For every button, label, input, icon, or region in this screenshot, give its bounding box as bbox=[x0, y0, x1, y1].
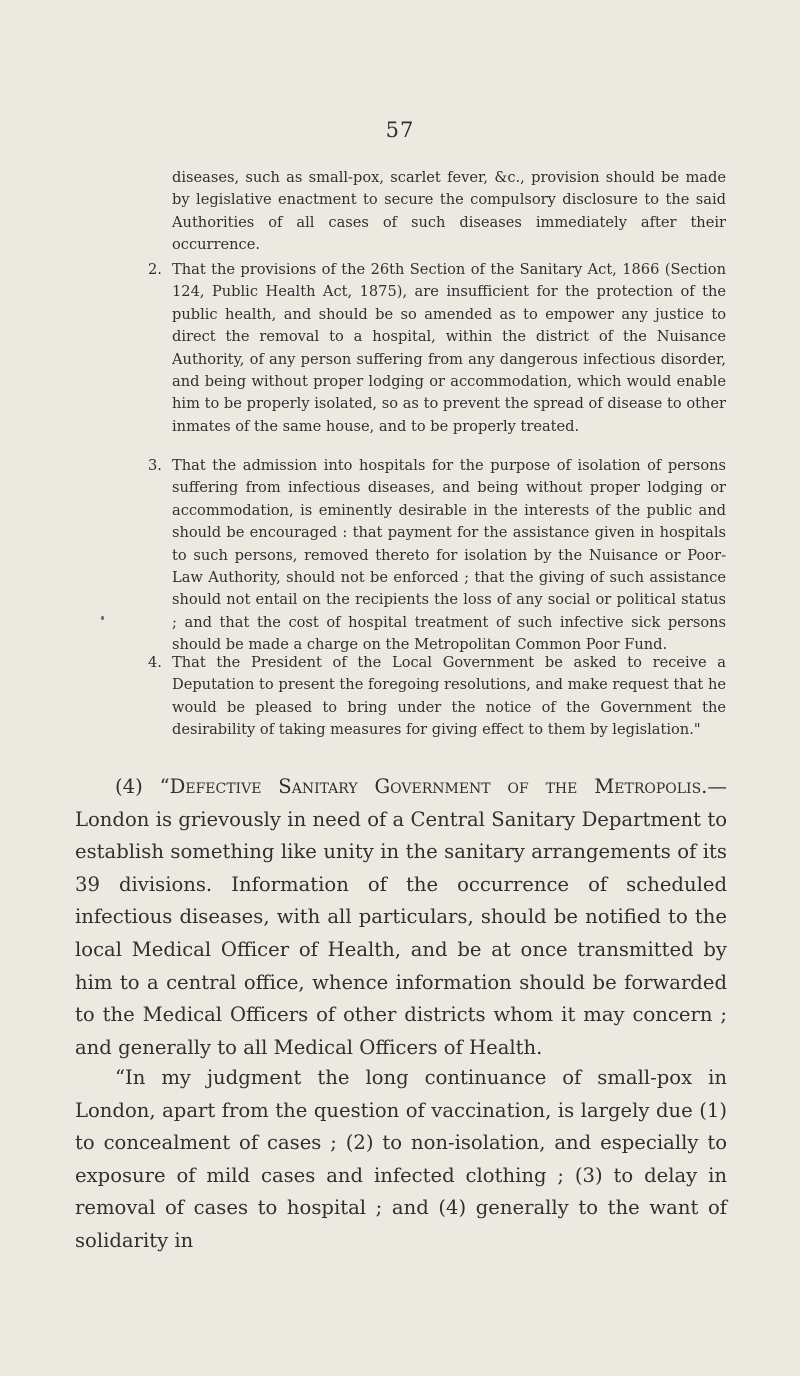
judgment-paragraph: “In my judgment the long continuance of small-pox in London, apart from the question of vaccination, is largely due (1) to concealment of cases ; (2) to non-isolation, and especially to exposure of mild cases and infected clothing ; (3) to delay in removal of cases to hospital ; and (4) generally to the want of solidarity in bbox=[75, 1066, 727, 1252]
resolution-item bbox=[148, 259, 726, 438]
resolution-number: 4. bbox=[148, 654, 162, 671]
section-4-text: London is grievously in need of a Central Sanitary Department to establish something like unity in the sanitary arrangements of its 39 divisions. Information of the occurrence of scheduled infectious diseases, with all particulars, should be notified to the local Medical Officer of Health, and be at once transmitted by him to a central office, whence information should be forwarded to the Medical Officers of other districts whom it may concern ; and generally to all Medical Officers of Health. bbox=[75, 807, 727, 1059]
section-4-lead: (4) “ bbox=[115, 775, 170, 798]
stray-ink-mark bbox=[101, 616, 104, 620]
resolution-text: That the provisions of the 26th Section of the Sanitary Act, 1866 (Section 124, Public Health Act, 1875), are insufficient for the protection of the public health, and should be so amended as to empower any justice to direct the removal to a hospital, within the district of the Nuisance Authority, of any person suffering from any dangerous infectious disorder, and being without proper lodging or accommodation, which would enable him to be properly isolated, so as to prevent the spread of disease to other inmates of the same house, and to be properly treated. bbox=[172, 261, 726, 435]
section-4-heading: Defective Sanitary Government of the Metropolis.— bbox=[169, 775, 727, 798]
resolution-item bbox=[148, 652, 726, 742]
resolution-text: That the admission into hospitals for the purpose of isolation of persons suffering from infectious diseases, and being without proper lodging or accommodation, is eminently desirable in the interests of the public and should be encouraged : that payment for the assistance given in hospitals to such persons, removed thereto for isolation by the Nuisance or Poor-Law Authority, should not be enforced ; that the giving of such assistance should not entail on the recipients the loss of any social or political status ; and that the cost of hospital treatment of such infective sick persons should be made a charge on the Metropolitan Common Poor Fund. bbox=[172, 457, 726, 654]
resolution-number: 3. bbox=[148, 457, 162, 474]
page-number: 57 bbox=[385, 118, 415, 142]
resolution-item bbox=[148, 455, 726, 657]
resolution-text: That the President of the Local Government be asked to receive a Deputation to present the foregoing resolutions, and make request that he would be pleased to bring under the notice of the Government the desirability of taking measures for giving effect to them by legislation." bbox=[172, 654, 726, 739]
continuation-paragraph: diseases, such as small-pox, scarlet fever, &c., provision should be made by legislative enactment to secure the compulsory disclosure to the said Authorities of all cases of such diseases immediately after their occurrence. bbox=[172, 169, 726, 254]
resolution-number: 2. bbox=[148, 261, 162, 278]
section-4-paragraph bbox=[75, 771, 727, 1064]
